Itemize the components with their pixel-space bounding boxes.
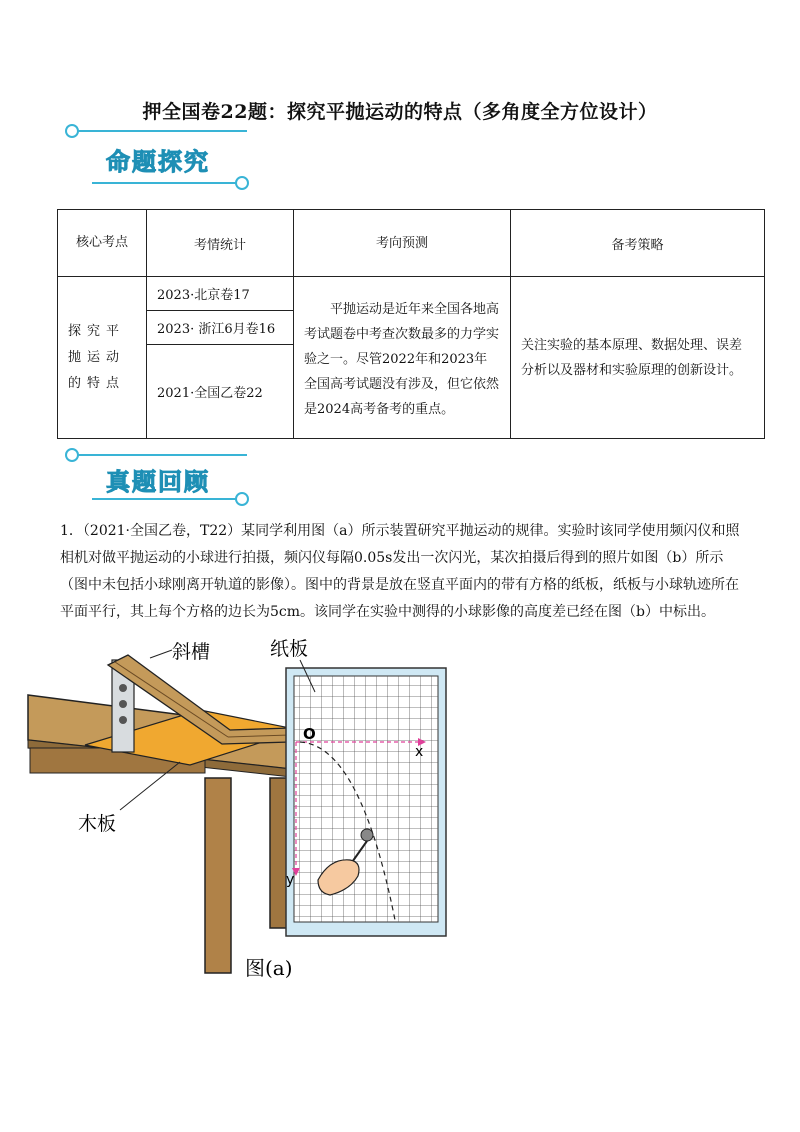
figure-caption: 图(a) <box>245 956 293 980</box>
label-chute: 斜槽 <box>172 641 211 663</box>
header-strategy: 备考策略 <box>511 210 765 277</box>
header-stats: 考情统计 <box>147 210 294 277</box>
label-y: y <box>286 872 295 888</box>
core-point-cell: 探究平抛运动的特点 <box>58 277 147 439</box>
section-title-review: 真题回顾 <box>106 468 210 496</box>
prediction-cell: 平抛运动是近年来全国各地高考试题卷中考查次数最多的力学实验之一。尽管2022年和2023年全国高考试题没有涉及，但它依然是2024高考备考的重点。 <box>294 277 511 439</box>
label-board: 木板 <box>78 813 117 835</box>
header-prediction: 考向预测 <box>294 210 511 277</box>
page-title: 押全国卷22题：探究平抛运动的特点（多角度全方位设计） <box>142 101 658 123</box>
header-core: 核心考点 <box>58 210 147 277</box>
ball <box>361 829 373 841</box>
stat-row: 2023· 浙江6月卷16 <box>147 311 294 345</box>
stat-row: 2023·北京卷17 <box>147 277 294 311</box>
strategy-cell: 关注实验的基本原理、数据处理、误差分析以及器材和实验原理的创新设计。 <box>511 277 765 439</box>
question-text: （2021·全国乙卷，T22）某同学利用图（a）所示装置研究平抛运动的规律。实验时该同学使用频闪仪和照相机对做平抛运动的小球进行拍摄，频闪仪每隔0.05s发出一次闪光，某次拍摄后得到的照片如图（b）所示（图中未包括小球刚离开轨道的影像）。图中的背景是放在竖直平面内的带有方格的纸板，纸板与小球轨迹所在平面平行，其上每个方格的边长为5cm。该同学在实验中测得的小球影像的高度差已经在图（b）中标出。 <box>60 523 740 620</box>
label-paper: 纸板 <box>270 638 309 660</box>
table-leg <box>205 778 231 973</box>
label-origin: O <box>303 725 316 743</box>
stat-row: 2021·全国乙卷22 <box>147 345 294 439</box>
label-x: x <box>415 744 424 760</box>
section-title-proposition: 命题探究 <box>106 148 210 176</box>
grid <box>294 676 438 922</box>
question-number: 1． <box>60 523 83 539</box>
